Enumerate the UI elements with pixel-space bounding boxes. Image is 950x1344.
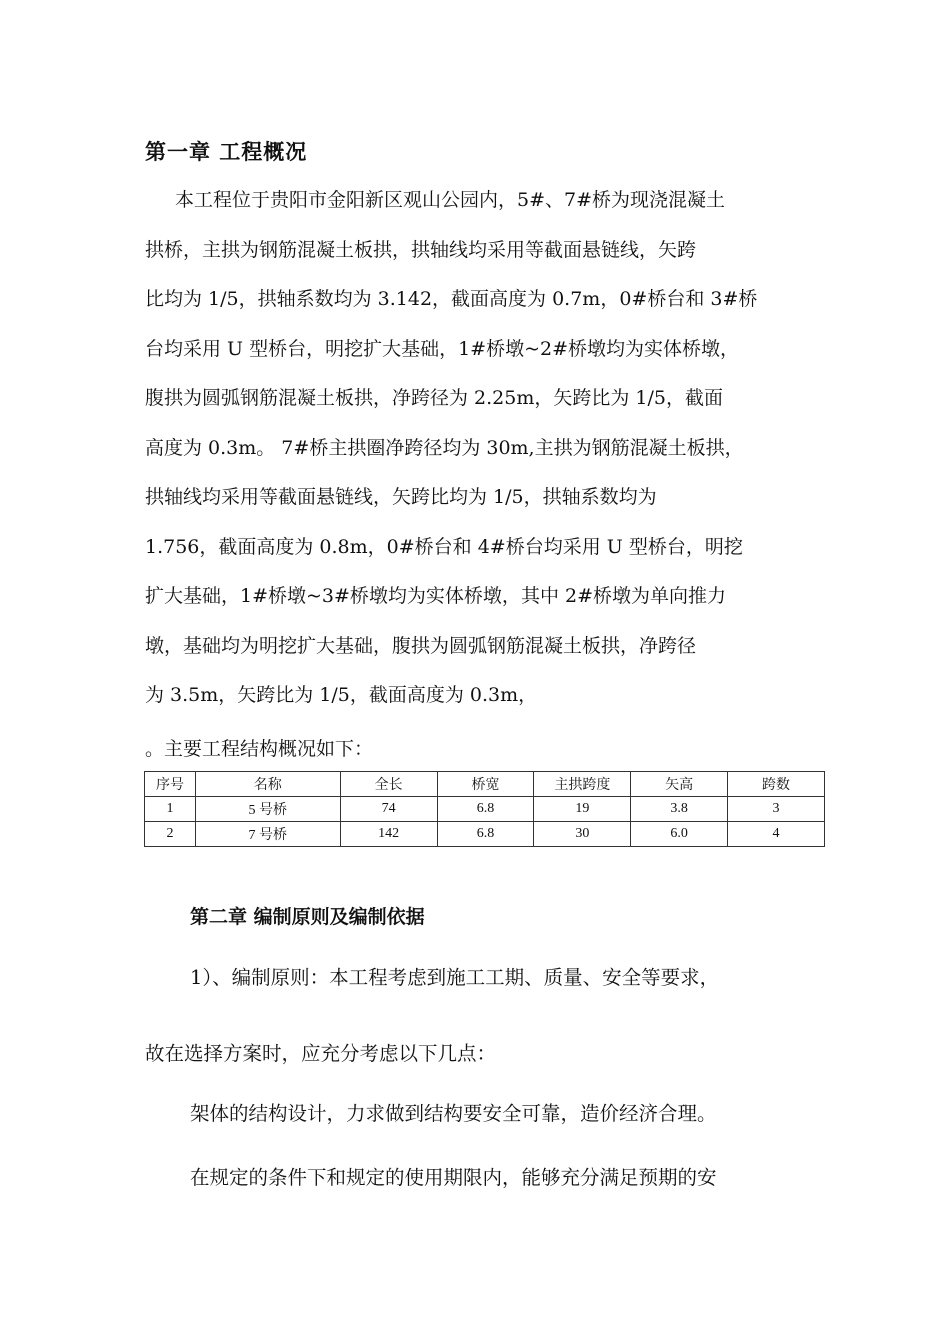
table-cell: 3.8 [631,797,728,822]
table-intro: 。主要工程结构概况如下： [145,738,374,760]
table-cell: 6.8 [437,822,534,847]
paragraph-line: 1.756，截面高度为 0.8m，0#桥台和 4#桥台均采用 U 型桥台，明挖 [145,535,743,558]
bridge-table [144,771,825,847]
paragraph-line: 高度为 0.3m。 7#桥主拱圈净跨径均为 30m,主拱为钢筋混凝土板拱， [145,436,744,459]
column-header: 跨数 [728,772,825,797]
table-cell: 2 [145,822,196,847]
principle-line: 在规定的条件下和规定的使用期限内，能够充分满足预期的安 [190,1166,717,1189]
table-cell: 7 号桥 [195,822,340,847]
paragraph-line: 比均为 1/5，拱轴系数均为 3.142，截面高度为 0.7m，0#桥台和 3#桥 [145,288,758,310]
table-header-row [145,772,825,797]
principle-line: 架体的结构设计，力求做到结构要安全可靠，造价经济合理。 [190,1102,717,1125]
table-cell: 4 [728,822,825,847]
column-header: 主拱跨度 [534,772,631,797]
principle-line: 故在选择方案时，应充分考虑以下几点： [145,1042,497,1065]
paragraph-line: 拱轴线均采用等截面悬链线，矢跨比均为 1/5，拱轴系数均为 [145,486,657,508]
table-cell: 142 [340,822,437,847]
table-cell: 3 [728,797,825,822]
table-cell: 30 [534,822,631,847]
paragraph-line: 扩大基础，1#桥墩~3#桥墩均为实体桥墩，其中 2#桥墩为单向推力 [145,585,726,607]
column-header: 矢高 [631,772,728,797]
principle-line: 1）、编制原则：本工程考虑到施工工期、质量、安全等要求， [190,966,720,989]
paragraph-line: 本工程位于贵阳市金阳新区观山公园内，5#、7#桥为现浇混凝土 [175,189,726,211]
table-row [145,797,825,822]
chapter-1-heading: 第一章 工程概况 [145,139,308,164]
paragraph-line: 拱桥，主拱为钢筋混凝土板拱，拱轴线均采用等截面悬链线，矢跨 [145,238,697,261]
table-cell: 5 号桥 [195,797,340,822]
paragraph-line: 为 3.5m，矢跨比为 1/5，截面高度为 0.3m， [145,684,538,706]
column-header: 桥宽 [437,772,534,797]
paragraph-line: 腹拱为圆弧钢筋混凝土板拱，净跨径为 2.25m，矢跨比为 1/5，截面 [145,387,723,409]
table-row [145,822,825,847]
paragraph-line: 墩，基础均为明挖扩大基础，腹拱为圆弧钢筋混凝土板拱，净跨径 [145,634,697,657]
table-cell: 74 [340,797,437,822]
table-cell: 19 [534,797,631,822]
paragraph-line: 台均采用 U 型桥台，明挖扩大基础，1#桥墩~2#桥墩均为实体桥墩， [145,337,740,360]
chapter-2-heading: 第二章 编制原则及编制依据 [190,906,425,928]
column-header: 名称 [195,772,340,797]
chapter-1-paragraph [145,178,825,723]
column-header: 序号 [145,772,196,797]
column-header: 全长 [340,772,437,797]
table-cell: 6.8 [437,797,534,822]
table-cell: 6.0 [631,822,728,847]
table-cell: 1 [145,797,196,822]
